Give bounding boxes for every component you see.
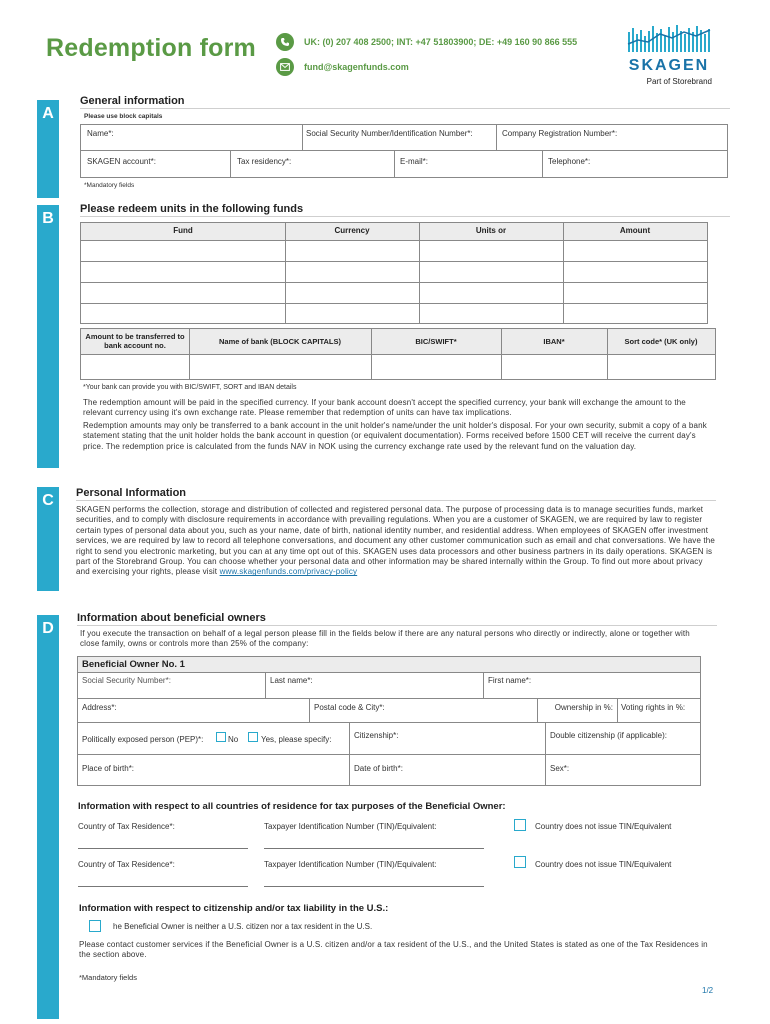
divider xyxy=(80,216,730,217)
section-a-title: General information xyxy=(80,95,185,107)
tax-country-label: Country of Tax Residence*: xyxy=(78,822,175,831)
owner-ssn-field[interactable]: Social Security Number*: xyxy=(78,673,266,699)
contact-email xyxy=(276,58,409,76)
skagen-logo xyxy=(626,22,712,86)
tax-residence-title: Information with respect to all countries of residence for tax purposes of the Beneficial Owner: xyxy=(78,801,506,812)
tax-country-input[interactable] xyxy=(78,848,248,849)
section-a-tab: A xyxy=(37,100,59,198)
email-field[interactable]: E-mail*: xyxy=(395,151,543,177)
ssn-field[interactable]: Social Security Number/Identification Number*: xyxy=(303,125,497,151)
mail-icon xyxy=(276,58,294,76)
no-tin-checkbox[interactable] xyxy=(514,856,526,868)
email-text[interactable]: fund@skagenfunds.com xyxy=(304,62,409,72)
tin-label: Taxpayer Identification Number (TIN)/Equivalent: xyxy=(264,822,437,831)
divider xyxy=(77,625,717,626)
general-info-grid xyxy=(80,124,728,178)
col-amount-transfer: Amount to be transferred to bank account no. xyxy=(85,332,185,350)
us-checkbox[interactable] xyxy=(89,920,101,932)
owner-lastname-field[interactable]: Last name*: xyxy=(266,673,484,699)
col-fund: Fund xyxy=(173,226,193,235)
tin-input[interactable] xyxy=(264,848,484,849)
capitals-hint: Please use block capitals xyxy=(84,113,163,120)
col-bic: BIC/SWIFT* xyxy=(415,337,457,346)
col-iban: IBAN* xyxy=(543,337,565,346)
page-title: Redemption form xyxy=(46,34,256,62)
section-d-tab: D xyxy=(37,615,59,1019)
col-currency: Currency xyxy=(334,226,370,235)
divider xyxy=(76,500,716,501)
skagen-account-field[interactable]: SKAGEN account*: xyxy=(81,151,231,177)
privacy-paragraph: SKAGEN performs the collection, storage and distribution of collected and registered personal data. The purpose of processing data is to manage securities funds, market securities, and to comply with disclosure requirements in accordance with prevailing regulations. When you are a customer of SKAGEN, we are required by law to register certain types of personal data about you, such as your name, date of birth, national identity number, and residential address. When employees of SKAGEN offer investment services, we are required by law to record all telephone conversations, and document any other customer communication such as email and chat conversations. We have the right to send you electronic marketing, but you can at any time opt out of this. SKAGEN uses data processors and other business partners in its daily operations. SKAGEN is part of the Storebrand Group. You can choose whether your personal data and other information may be shared internally within the Group. To find out more about privacy and exercising your rights, please visit www.skagenfunds.com/privacy-policy xyxy=(76,505,716,577)
no-tin-label: Country does not issue TIN/Equivalent xyxy=(535,860,672,869)
owner-postal-field[interactable]: Postal code & City*: xyxy=(310,699,538,723)
col-units: Units or xyxy=(475,226,507,235)
place-of-birth-field[interactable]: Place of birth*: xyxy=(78,755,350,785)
redemption-paragraph-2: Redemption amounts may only be transferred to a bank account in the unit holder's name/under the unit holder's disposal. For your own security, submit a copy of a bank statement stating that the unit holder holds the bank account in question (or equivalent documentation). Forms received before 1500 CET will receive the current day's price. The redemption price is calculated from the funds NAV in NOK using the currency exchange rate used by the relevant fund on the valuation day. xyxy=(83,421,707,451)
sex-field[interactable]: Sex*: xyxy=(550,764,570,773)
logo-graphic-icon xyxy=(626,22,712,52)
bank-entry-row[interactable] xyxy=(81,355,715,379)
section-b-tab: B xyxy=(37,205,59,468)
contact-phone xyxy=(276,33,577,51)
section-c-title: Personal Information xyxy=(76,487,187,499)
mandatory-note: *Mandatory fields xyxy=(84,182,135,189)
owner-title: Beneficial Owner No. 1 xyxy=(82,659,185,670)
name-field[interactable]: Name*: xyxy=(81,125,303,151)
company-reg-field[interactable]: Company Registration Number*: xyxy=(497,125,727,151)
section-d-title: Information about beneficial owners xyxy=(77,612,266,624)
phone-icon xyxy=(276,33,294,51)
telephone-field[interactable]: Telephone*: xyxy=(548,157,591,166)
bank-note: *Your bank can provide you with BIC/SWIFT, SORT and IBAN details xyxy=(83,384,297,391)
tax-country-label: Country of Tax Residence*: xyxy=(78,860,175,869)
tin-input[interactable] xyxy=(264,886,484,887)
redemption-paragraph-1: The redemption amount will be paid in the specified currency. If your bank account doesn't accept the specified currency, your bank will exchange the amount to the relevant currency using it's own exchange rate. Please remember that redemption of units can have tax implications. xyxy=(83,398,686,418)
page-number: 1/2 xyxy=(702,986,714,995)
section-c-tab: C xyxy=(37,487,59,591)
beneficial-owner-grid xyxy=(77,656,701,786)
tax-residency-field[interactable]: Tax residency*: xyxy=(231,151,395,177)
citizenship-field[interactable]: Citizenship*: xyxy=(350,723,546,755)
col-amount: Amount xyxy=(619,226,651,235)
pep-no-checkbox[interactable] xyxy=(216,732,226,742)
ownership-field[interactable]: Ownership in %: xyxy=(538,699,618,723)
date-of-birth-field[interactable]: Date of birth*: xyxy=(350,755,546,785)
section-b-title: Please redeem units in the following funds xyxy=(80,203,304,215)
funds-entry-rows[interactable] xyxy=(81,241,707,323)
funds-table xyxy=(80,222,708,324)
col-bank-name: Name of bank (BLOCK CAPITALS) xyxy=(219,337,341,346)
privacy-policy-link[interactable]: www.skagenfunds.com/privacy-policy xyxy=(219,567,358,577)
divider xyxy=(80,108,730,109)
owner-firstname-field[interactable]: First name*: xyxy=(484,673,700,699)
pep-field: Politically exposed person (PEP)*: No Yes, please specify: xyxy=(78,723,350,755)
double-citizenship-field[interactable]: Double citizenship (if applicable): xyxy=(546,723,700,755)
no-tin-label: Country does not issue TIN/Equivalent xyxy=(535,822,672,831)
col-sort-code: Sort code* (UK only) xyxy=(624,337,698,346)
voting-rights-field[interactable]: Voting rights in %: xyxy=(618,699,700,723)
mandatory-note: *Mandatory fields xyxy=(79,973,137,982)
no-tin-checkbox[interactable] xyxy=(514,819,526,831)
tin-label: Taxpayer Identification Number (TIN)/Equivalent: xyxy=(264,860,437,869)
bank-table xyxy=(80,328,716,380)
tax-country-input[interactable] xyxy=(78,886,248,887)
phone-text: UK: (0) 207 408 2500; INT: +47 51803900; DE: +49 160 90 866 555 xyxy=(304,37,578,47)
us-check-label: he Beneficial Owner is neither a U.S. citizen nor a tax resident in the U.S. xyxy=(113,922,373,931)
us-note: Please contact customer services if the Beneficial Owner is a U.S. citizen and/or a tax resident of the U.S., and the United States is stated as one of the Tax Residences in the section above. xyxy=(79,940,708,960)
owner-address-field[interactable]: Address*: xyxy=(78,699,310,723)
us-tax-title: Information with respect to citizenship and/or tax liability in the U.S.: xyxy=(79,903,389,914)
logo-wordmark: SKAGEN xyxy=(628,57,710,74)
logo-subtitle: Part of Storebrand xyxy=(646,77,712,86)
beneficial-intro: If you execute the transaction on behalf of a legal person please fill in the fields below if there are any natural persons who directly or indirectly, alone or together with close family, owns or controls more than 25% of the company: xyxy=(80,629,690,649)
pep-yes-checkbox[interactable] xyxy=(248,732,258,742)
